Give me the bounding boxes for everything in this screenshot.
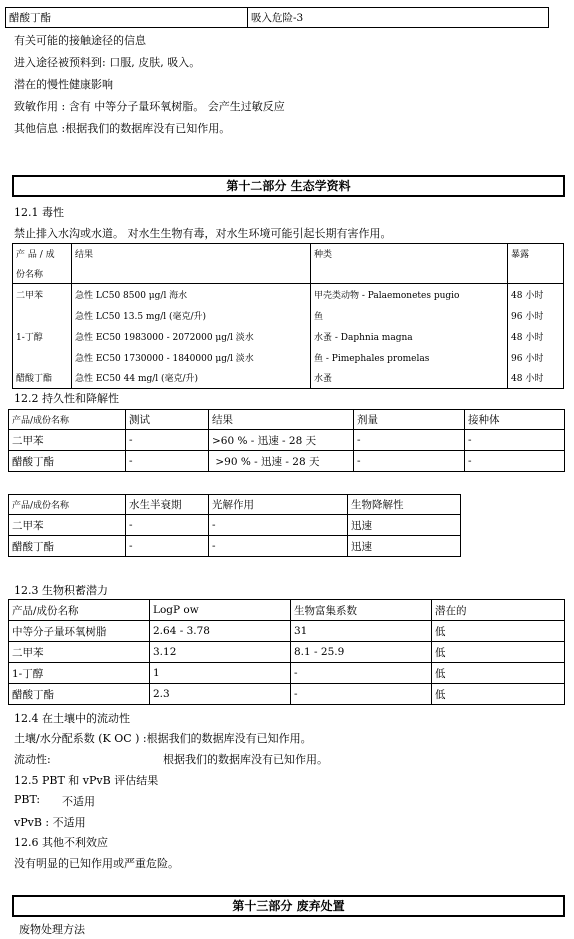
header-species: 种类	[311, 244, 508, 264]
header-cell: 测试	[126, 410, 209, 430]
table-row	[13, 305, 564, 326]
product-cell: 中等分子量环氧树脂	[9, 621, 150, 642]
header-cell: 结果	[209, 410, 354, 430]
hazard-value: 吸入危险-3	[248, 8, 549, 28]
header-product-2: 份名称	[13, 264, 72, 284]
health-line: 有关可能的接触途径的信息	[14, 34, 146, 47]
exposure-cell: 96 小时	[508, 305, 564, 326]
logp-cell: 2.64 - 3.78	[150, 621, 291, 642]
result-cell: 急性 EC50 1983000 - 2072000 μg/l 淡水	[72, 326, 311, 347]
subsection-heading: 12.2 持久性和降解性	[14, 392, 119, 405]
biodeg-cell: 迅速	[348, 515, 461, 536]
table-row	[13, 264, 564, 284]
species-cell: 甲壳类动物 - Palaemonetes pugio	[311, 284, 508, 305]
product-cell: 醋酸丁酯	[9, 684, 150, 705]
header-cell: 剂量	[354, 410, 465, 430]
header-cell: 水生半衰期	[126, 495, 209, 515]
result-cell: >60 % - 迅速 - 28 天	[209, 430, 354, 451]
health-line: 进入途径被预料到: 口服, 皮肤, 吸入。	[14, 56, 201, 69]
exposure-cell: 48 小时	[508, 368, 564, 389]
product-cell: 二甲苯	[9, 515, 126, 536]
empty-cell	[508, 264, 564, 284]
inoculum-cell: -	[465, 430, 565, 451]
component-name: 醋酸丁酯	[6, 8, 248, 28]
product-cell: 二甲苯	[9, 642, 150, 663]
inoculum-cell: -	[465, 451, 565, 472]
degradation-table	[8, 494, 461, 557]
table-row	[9, 621, 565, 642]
subsection-heading: 12.3 生物积蓄潜力	[14, 584, 108, 597]
result-cell: 急性 LC50 13.5 mg/l (毫克/升)	[72, 305, 311, 326]
potential-cell: 低	[432, 684, 565, 705]
header-cell: 潜在的	[432, 600, 565, 621]
result-cell: 急性 EC50 44 mg/l (毫克/升)	[72, 368, 311, 389]
header-cell: 接种体	[465, 410, 565, 430]
product-cell	[13, 305, 72, 326]
result-cell: 急性 LC50 8500 μg/l 海水	[72, 284, 311, 305]
exposure-cell: 48 小时	[508, 284, 564, 305]
vpvb-text: vPvB : 不适用	[14, 816, 86, 829]
other-effects-text: 没有明显的已知作用或严重危险。	[14, 857, 179, 870]
header-product-1: 产 品 / 成	[16, 250, 55, 261]
subsection-heading: 12.4 在土壤中的流动性	[14, 712, 130, 725]
photolysis-cell: -	[209, 515, 348, 536]
persistence-table	[8, 409, 565, 472]
empty-cell	[72, 264, 311, 284]
table-row	[9, 600, 565, 621]
koc-text: 土壤/水分配系数 (K OC ) :根据我们的数据库没有已知作用。	[14, 732, 312, 745]
bcf-cell: 8.1 - 25.9	[291, 642, 432, 663]
health-line: 潜在的慢性健康影响	[14, 78, 113, 91]
pbt-value: 不适用	[62, 795, 95, 808]
section-12-title: 第十二部分 生态学资料	[12, 175, 565, 197]
logp-cell: 1	[150, 663, 291, 684]
header-cell: 生物富集系数	[291, 600, 432, 621]
empty-cell	[311, 264, 508, 284]
species-cell: 水蚤 - Daphnia magna	[311, 326, 508, 347]
subsection-heading: 12.1 毒性	[14, 206, 64, 219]
table-row	[13, 326, 564, 347]
bioaccumulation-table	[8, 599, 565, 705]
photolysis-cell: -	[209, 536, 348, 557]
header-exposure: 暴露	[508, 244, 564, 264]
subsection-heading: 12.6 其他不利效应	[14, 836, 108, 849]
logp-cell: 2.3	[150, 684, 291, 705]
species-cell: 鱼 - Pimephales promelas	[311, 347, 508, 368]
table-row	[6, 8, 549, 28]
bcf-cell: -	[291, 684, 432, 705]
section-13-title: 第十三部分 废弃处置	[12, 895, 565, 917]
halflife-cell: -	[126, 536, 209, 557]
header-cell: 产品/成份名称	[9, 410, 126, 430]
product-cell: 1-丁醇	[9, 663, 150, 684]
test-cell: -	[126, 430, 209, 451]
potential-cell: 低	[432, 642, 565, 663]
table-row	[9, 430, 565, 451]
top-hazard-table	[5, 7, 549, 28]
header-result: 结果	[72, 244, 311, 264]
potential-cell: 低	[432, 663, 565, 684]
table-row	[13, 347, 564, 368]
toxicity-statement: 禁止排入水沟或水道。 对水生生物有毒，对水生环境可能引起长期有害作用。	[14, 227, 392, 240]
mobility-label: 流动性:	[14, 753, 51, 766]
table-row	[9, 515, 461, 536]
test-cell: -	[126, 451, 209, 472]
dose-cell: -	[354, 451, 465, 472]
exposure-cell: 48 小时	[508, 326, 564, 347]
species-cell: 鱼	[311, 305, 508, 326]
health-line: 致敏作用 : 含有 中等分子量环氧树脂。 会产生过敏反应	[14, 100, 285, 113]
table-row	[9, 451, 565, 472]
product-cell: 1-丁醇	[16, 332, 43, 343]
header-cell: 光解作用	[209, 495, 348, 515]
logp-cell: 3.12	[150, 642, 291, 663]
pbt-label: PBT:	[14, 793, 41, 806]
toxicity-table	[12, 243, 564, 389]
exposure-cell: 96 小时	[508, 347, 564, 368]
product-cell: 二甲苯	[9, 430, 126, 451]
header-cell: LogP ow	[150, 600, 291, 621]
halflife-cell: -	[126, 515, 209, 536]
table-row	[9, 495, 461, 515]
table-row	[9, 663, 565, 684]
header-cell: 生物降解性	[348, 495, 461, 515]
mobility-value: 根据我们的数据库没有已知作用。	[163, 753, 328, 766]
dose-cell: -	[354, 430, 465, 451]
header-cell: 产品/成份名称	[9, 495, 126, 515]
health-line: 其他信息 :根据我们的数据库没有已知作用。	[14, 122, 231, 135]
table-row	[13, 284, 564, 305]
species-cell: 水蚤	[311, 368, 508, 389]
table-row	[13, 368, 564, 389]
table-row	[9, 410, 565, 430]
product-cell: 二甲苯	[16, 290, 44, 301]
product-cell: 醋酸丁酯	[9, 451, 126, 472]
result-cell: 急性 EC50 1730000 - 1840000 μg/l 淡水	[72, 347, 311, 368]
product-cell: 醋酸丁酯	[9, 536, 126, 557]
table-row	[9, 642, 565, 663]
biodeg-cell: 迅速	[348, 536, 461, 557]
subsection-heading: 12.5 PBT 和 vPvB 评估结果	[14, 774, 159, 787]
potential-cell: 低	[432, 621, 565, 642]
waste-heading: 废物处理方法	[19, 923, 85, 936]
bcf-cell: -	[291, 663, 432, 684]
bcf-cell: 31	[291, 621, 432, 642]
product-cell: 醋酸丁酯	[16, 374, 53, 385]
table-row	[9, 684, 565, 705]
table-row	[13, 244, 564, 264]
header-cell: 产品/成份名称	[9, 600, 150, 621]
product-cell	[13, 347, 72, 368]
table-row	[9, 536, 461, 557]
result-cell: >90 % - 迅速 - 28 天	[209, 451, 354, 472]
